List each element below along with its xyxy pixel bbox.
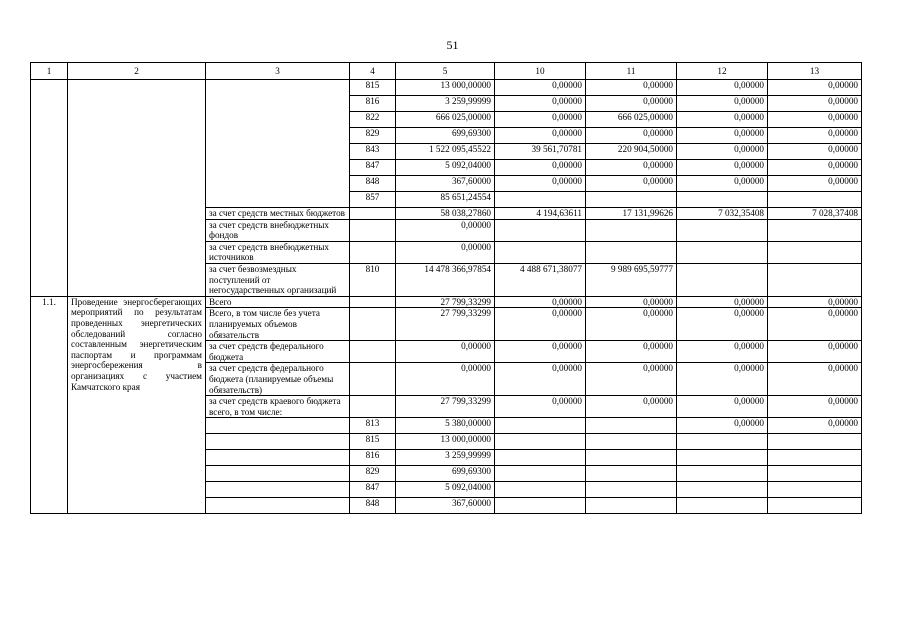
budget-table [30, 62, 862, 514]
source-label: за счет средств внебюджетных источников [206, 241, 350, 263]
value-cell: 27 799,33299 [396, 308, 495, 341]
code-cell: 829 [350, 466, 396, 482]
code-cell [350, 308, 396, 341]
value-cell [495, 418, 586, 434]
value-cell: 3 259,99999 [396, 96, 495, 112]
column-header: 4 [350, 63, 396, 80]
value-cell [586, 498, 677, 514]
source-label [206, 418, 350, 434]
value-cell: 0,00000 [677, 341, 768, 363]
value-cell: 0,00000 [768, 296, 862, 308]
value-cell: 0,00000 [677, 176, 768, 192]
value-cell [768, 219, 862, 241]
value-cell [677, 219, 768, 241]
value-cell: 0,00000 [586, 96, 677, 112]
value-cell: 0,00000 [768, 96, 862, 112]
source-label: за счет средств внебюджетных фондов [206, 219, 350, 241]
table-row [31, 80, 862, 96]
column-header: 13 [768, 63, 862, 80]
code-cell: 848 [350, 498, 396, 514]
value-cell [768, 241, 862, 263]
column-header: 5 [396, 63, 495, 80]
value-cell: 0,00000 [677, 418, 768, 434]
code-cell: 816 [350, 96, 396, 112]
value-cell: 0,00000 [768, 341, 862, 363]
value-cell: 0,00000 [495, 396, 586, 418]
value-cell: 4 194,63611 [495, 208, 586, 220]
source-label: за счет средств федерального бюджета (планируемые объемы обязательств) [206, 363, 350, 396]
value-cell: 0,00000 [677, 363, 768, 396]
value-cell: 220 904,50000 [586, 144, 677, 160]
value-cell [677, 482, 768, 498]
value-cell: 0,00000 [586, 160, 677, 176]
code-cell [350, 363, 396, 396]
value-cell: 0,00000 [677, 112, 768, 128]
value-cell: 0,00000 [586, 396, 677, 418]
code-cell: 829 [350, 128, 396, 144]
value-cell: 0,00000 [495, 80, 586, 96]
value-cell: 5 380,00000 [396, 418, 495, 434]
value-cell [586, 482, 677, 498]
code-cell: 816 [350, 450, 396, 466]
value-cell: 0,00000 [768, 363, 862, 396]
source-label: за счет безвозмездных поступлений от негосударственных организаций [206, 263, 350, 296]
value-cell [768, 434, 862, 450]
source-label [206, 498, 350, 514]
code-cell: 815 [350, 434, 396, 450]
value-cell: 7 032,35408 [677, 208, 768, 220]
value-cell: 0,00000 [495, 363, 586, 396]
source-label: Всего, в том числе без учета планируемых объемов обязательств [206, 308, 350, 341]
code-cell: 847 [350, 482, 396, 498]
column-header: 2 [68, 63, 206, 80]
value-cell: 0,00000 [677, 396, 768, 418]
description-cell [68, 80, 206, 297]
value-cell: 13 000,00000 [396, 80, 495, 96]
value-cell: 17 131,99626 [586, 208, 677, 220]
code-cell [350, 208, 396, 220]
column-header: 12 [677, 63, 768, 80]
value-cell [586, 466, 677, 482]
value-cell: 27 799,33299 [396, 396, 495, 418]
value-cell: 0,00000 [768, 80, 862, 96]
code-cell: 843 [350, 144, 396, 160]
value-cell [677, 498, 768, 514]
value-cell [586, 418, 677, 434]
source-label: за счет средств местных бюджетов [206, 208, 350, 220]
value-cell [677, 450, 768, 466]
value-cell: 0,00000 [677, 308, 768, 341]
value-cell [677, 466, 768, 482]
column-header: 1 [31, 63, 68, 80]
item-description: Проведение энергосберегающих мероприятий по результатам проведенных энергетических обследований согласно составленным энергетическим паспортам и программам энергосбережения в организациях с участием Камчатского края [68, 296, 206, 514]
value-cell: 0,00000 [495, 112, 586, 128]
source-label: за счет средств федерального бюджета [206, 341, 350, 363]
value-cell [495, 434, 586, 450]
value-cell: 85 651,24554 [396, 192, 495, 208]
value-cell: 0,00000 [586, 176, 677, 192]
index-cell [31, 80, 68, 297]
value-cell [586, 219, 677, 241]
header-row [31, 63, 862, 80]
source-label [206, 434, 350, 450]
source-label [206, 482, 350, 498]
value-cell: 0,00000 [396, 341, 495, 363]
value-cell: 0,00000 [586, 296, 677, 308]
column-header: 11 [586, 63, 677, 80]
value-cell: 0,00000 [768, 396, 862, 418]
value-cell: 0,00000 [586, 308, 677, 341]
value-cell: 0,00000 [677, 296, 768, 308]
value-cell: 7 028,37408 [768, 208, 862, 220]
value-cell: 367,60000 [396, 498, 495, 514]
source-label: за счет средств краевого бюджета всего, в том числе: [206, 396, 350, 418]
value-cell [495, 498, 586, 514]
value-cell [768, 466, 862, 482]
value-cell [677, 241, 768, 263]
value-cell: 1 522 095,45522 [396, 144, 495, 160]
value-cell [768, 450, 862, 466]
value-cell: 0,00000 [768, 112, 862, 128]
code-cell: 810 [350, 263, 396, 296]
code-cell: 815 [350, 80, 396, 96]
value-cell [495, 466, 586, 482]
value-cell: 3 259,99999 [396, 450, 495, 466]
value-cell: 0,00000 [586, 80, 677, 96]
column-header: 3 [206, 63, 350, 80]
code-cell [350, 396, 396, 418]
value-cell: 0,00000 [495, 341, 586, 363]
value-cell [586, 450, 677, 466]
value-cell: 14 478 366,97854 [396, 263, 495, 296]
value-cell: 5 092,04000 [396, 160, 495, 176]
value-cell: 699,69300 [396, 466, 495, 482]
value-cell: 0,00000 [768, 418, 862, 434]
source-label [206, 450, 350, 466]
value-cell [677, 192, 768, 208]
source-label: Всего [206, 296, 350, 308]
value-cell [586, 192, 677, 208]
value-cell: 9 989 695,59777 [586, 263, 677, 296]
value-cell: 367,60000 [396, 176, 495, 192]
code-cell: 813 [350, 418, 396, 434]
value-cell [586, 434, 677, 450]
value-cell [768, 498, 862, 514]
value-cell [768, 192, 862, 208]
value-cell: 0,00000 [768, 176, 862, 192]
code-cell [350, 219, 396, 241]
value-cell: 27 799,33299 [396, 296, 495, 308]
value-cell: 0,00000 [396, 219, 495, 241]
value-cell: 0,00000 [768, 308, 862, 341]
value-cell [586, 241, 677, 263]
value-cell: 58 038,27860 [396, 208, 495, 220]
value-cell: 0,00000 [396, 241, 495, 263]
value-cell [495, 192, 586, 208]
column-header: 10 [495, 63, 586, 80]
value-cell [495, 219, 586, 241]
value-cell: 0,00000 [586, 341, 677, 363]
code-cell: 848 [350, 176, 396, 192]
value-cell: 0,00000 [677, 96, 768, 112]
item-index: 1.1. [31, 296, 68, 514]
value-cell: 0,00000 [495, 96, 586, 112]
value-cell: 0,00000 [768, 128, 862, 144]
value-cell: 0,00000 [396, 363, 495, 396]
value-cell: 0,00000 [586, 363, 677, 396]
value-cell: 699,69300 [396, 128, 495, 144]
code-cell: 847 [350, 160, 396, 176]
value-cell: 0,00000 [495, 176, 586, 192]
value-cell: 0,00000 [495, 160, 586, 176]
table-row [31, 296, 862, 308]
value-cell: 0,00000 [495, 308, 586, 341]
value-cell: 0,00000 [586, 128, 677, 144]
value-cell: 0,00000 [495, 296, 586, 308]
value-cell [495, 482, 586, 498]
code-cell: 822 [350, 112, 396, 128]
value-cell: 0,00000 [677, 144, 768, 160]
value-cell: 0,00000 [677, 80, 768, 96]
value-cell: 666 025,00000 [396, 112, 495, 128]
value-cell: 13 000,00000 [396, 434, 495, 450]
value-cell: 0,00000 [768, 144, 862, 160]
value-cell [768, 482, 862, 498]
page-number: 51 [446, 38, 459, 52]
code-cell [350, 241, 396, 263]
value-cell: 0,00000 [768, 160, 862, 176]
value-cell [495, 241, 586, 263]
value-cell: 4 488 671,38077 [495, 263, 586, 296]
code-cell: 857 [350, 192, 396, 208]
value-cell: 39 561,70781 [495, 144, 586, 160]
value-cell: 666 025,00000 [586, 112, 677, 128]
value-cell: 0,00000 [495, 128, 586, 144]
code-cell [350, 296, 396, 308]
source-label [206, 466, 350, 482]
value-cell: 0,00000 [677, 128, 768, 144]
value-cell [768, 263, 862, 296]
code-cell [350, 341, 396, 363]
value-cell [495, 450, 586, 466]
source-cell [206, 80, 350, 208]
value-cell: 5 092,04000 [396, 482, 495, 498]
value-cell [677, 263, 768, 296]
value-cell [677, 434, 768, 450]
value-cell: 0,00000 [677, 160, 768, 176]
